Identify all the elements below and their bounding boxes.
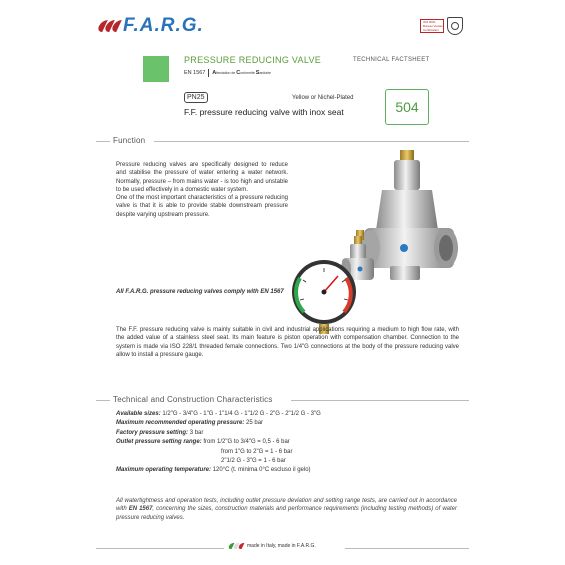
function-text [116,161,288,219]
section-rule [96,400,110,401]
logo-wordmark: F.A.R.G. [123,15,204,36]
technical-heading: Technical and Construction Characteristics [113,395,273,404]
spec-outlet-range-2: from 1"G to 2"G = 1 - 6 bar [221,448,293,455]
italy-flag-icon [229,543,243,549]
finish-text: Yellow or Nichel-Plated [292,95,354,101]
logo-swoosh [99,20,119,32]
compliance-statement: All F.A.R.G. pressure reducing valves comply with EN 1567 [116,289,284,295]
valve-illustration [286,150,466,340]
spec-max-pressure: Maximum recommended operating pressure: 25 bar [116,420,264,427]
spec-outlet-range: Outlet pressure setting range: from 1/2"G to 3/4"G = 0,5 - 6 bar [116,439,290,446]
bureau-veritas-seal-icon [447,17,463,35]
norm-code: EN 1567 [184,70,206,76]
product-code: 504 [385,89,429,125]
category-color-square [143,56,169,82]
product-type: PRESSURE REDUCING VALVE [184,55,322,65]
section-rule [96,141,110,142]
iso-badge: ISO 9001 Bureau Veritas Certification [420,19,444,33]
footer-rule [96,548,224,549]
spec-outlet-range-3: 2"1/2 G - 3"G = 1 - 6 bar [221,458,286,465]
section-rule [291,400,469,401]
specs-list [116,410,321,476]
function-heading: Function [113,136,146,145]
description-text: The F.F. pressure reducing valve is mainly suitable in civil and industrial applications requiring a medium to high flow rate, with the added value of a stainless steel seat. Its main feature is piston operation with compensation chamber. Connection to the system is made via ISO 228/1 threaded female connections. Two 1/4"G connections at the body of the pressure reducing valve allow to install a pressure gauge. [116,327,459,358]
acs-label: Attestation de Conformité Sanitaire [212,70,271,76]
function-paragraph-1: Pressure reducing valves are specifically designed to reduce and stabilise the pressure of water entering a water network. Normally, pressure – from mains water - is too high and unstable to be used effectively in a domestic water system. [116,162,288,193]
made-in-italy [229,543,316,549]
document-type: TECHNICAL FACTSHEET [353,57,430,63]
norm-line [184,69,271,77]
section-rule [154,141,469,142]
pressure-gauge-icon [292,260,356,334]
function-paragraph-2: One of the most important characteristics of a pressure reducing valve is that it is able to provide stable downstream pressure despite varying upstream pressure. [116,195,288,218]
pn-badge: PN25 [184,92,208,103]
spec-sizes: Available sizes: 1/2"G - 3/4"G - 1"G - 1"1/4 G - 1"1/2 G - 2"G - 2"1/2 G - 3"G [116,411,321,417]
testing-note: All watertightness and operation tests, including outlet pressure deviation and setting range tests, are carried out in accordance with EN 1567, concerning the sizes, construction materials and performance requirements (including testing methods) of water pressure reducing valves. [116,498,457,521]
divider [208,69,209,77]
footer-rule [345,548,469,549]
made-in-text: made in Italy, made in F.A.R.G. [247,543,316,549]
certification-logos [420,17,463,35]
spec-max-temp: Maximum operating temperature: 120°C (t. minima 0°C escluso il gelo) [116,467,311,474]
product-title: F.F. pressure reducing valve with inox seat [184,107,344,117]
farg-logo [99,14,204,38]
spec-factory-setting: Factory pressure setting: 3 bar [116,429,204,436]
